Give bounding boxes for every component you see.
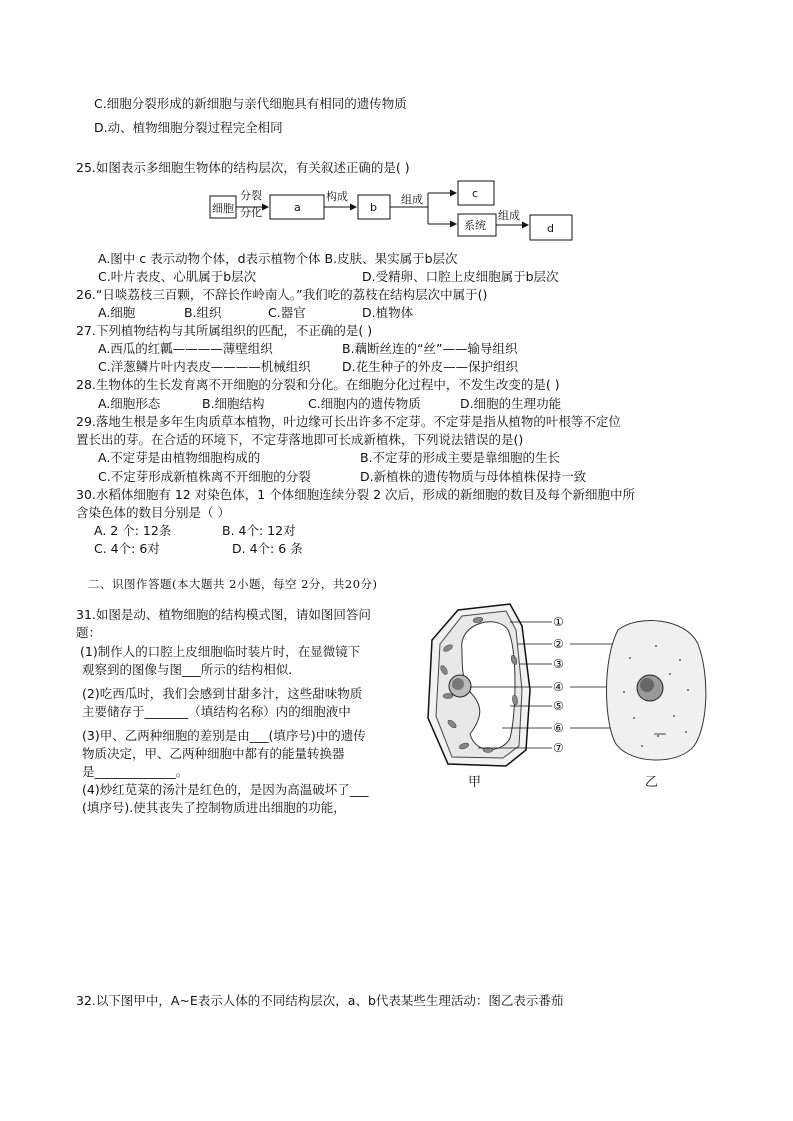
q30-option-a: A. 2 个: 12条 xyxy=(94,523,172,538)
q26-option-b: B.组织 xyxy=(184,305,222,320)
q26-option-a: A.细胞 xyxy=(98,305,136,320)
label-animal: 乙 xyxy=(645,775,659,790)
q27-option-b: B.藕断丝连的“丝”——输导组织 xyxy=(342,341,518,356)
q25-stem: 25.如图表示多细胞生物体的结构层次，有关叙述正确的是( ) xyxy=(76,160,410,175)
q29-option-c: C.不定芽形成新植株离不开细胞的分裂 xyxy=(98,469,311,484)
q27-stem: 27.下列植物结构与其所属组织的匹配，不正确的是( ) xyxy=(76,323,373,338)
q26-option-c: C.器官 xyxy=(268,305,306,320)
structure-level-diagram xyxy=(200,176,590,246)
label-differentiate: 分化 xyxy=(240,206,262,219)
q29-option-d: D.新植株的遗传物质与母体植株保持一致 xyxy=(360,469,587,484)
label-2: ② xyxy=(553,637,564,651)
label-3: ③ xyxy=(553,657,564,671)
label-form1: 构成 xyxy=(326,190,348,203)
q28-stem: 28.生物体的生长发育离不开细胞的分裂和分化。在细胞分化过程中，不发生改变的是( ) xyxy=(76,377,560,392)
q29-option-b: B.不定芽的形成主要是靠细胞的生长 xyxy=(360,450,561,465)
q27-option-c: C.洋葱鳞片叶内表皮————机械组织 xyxy=(98,359,311,374)
circled-labels xyxy=(553,615,564,755)
q25-option-d: D.受精卵、口腔上皮细胞属于b层次 xyxy=(362,269,559,284)
q31-stem-1: 31.如图是动、植物细胞的结构模式图，请如图回答问 xyxy=(76,607,371,622)
label-plant: 甲 xyxy=(468,775,482,790)
q27-option-a: A.西瓜的红瓤————薄壁组织 xyxy=(98,341,273,356)
q28-option-c: C.细胞内的遗传物质 xyxy=(308,396,421,411)
label-cell: 细胞 xyxy=(212,202,234,215)
q31-sub4-line2: (填序号).使其丧失了控制物质进出细胞的功能， xyxy=(82,800,346,815)
cell-diagram xyxy=(418,600,708,795)
label-1: ① xyxy=(553,615,564,629)
q31-sub4-line1: (4)炒红苋菜的汤汁是红色的，是因为高温破坏了___ xyxy=(82,782,369,797)
label-form3: 组成 xyxy=(498,209,520,222)
q31-sub1-line2: 观察到的图像与图___所示的结构相似. xyxy=(82,662,293,677)
label-b: b xyxy=(370,201,377,214)
q31-sub2-line2: 主要储存于_______（填结构名称）内的细胞液中 xyxy=(82,704,351,719)
q28-option-d: D.细胞的生理功能 xyxy=(460,396,562,411)
label-system: 系统 xyxy=(464,219,486,232)
label-6: ⑥ xyxy=(553,721,564,735)
q27-option-d: D.花生种子的外皮——保护组织 xyxy=(342,359,519,374)
label-7: ⑦ xyxy=(553,741,564,755)
q28-option-a: A.细胞形态 xyxy=(98,396,161,411)
label-5: ⑤ xyxy=(553,699,564,713)
section-heading: 二、识图作答题(本大题共 2小题，每空 2分，共20分) xyxy=(88,577,378,591)
q28-option-b: B.细胞结构 xyxy=(202,396,265,411)
q30-stem-1: 30.水稻体细胞有 12 对染色体，1 个体细胞连续分裂 2 次后，形成的新细胞的数目及每个新细胞中所 xyxy=(76,487,636,502)
q31-stem-2: 题： xyxy=(76,625,102,640)
q31-sub2-line1: (2)吃西瓜时，我们会感到甘甜多汁，这些甜味物质 xyxy=(82,686,363,701)
q30-option-b: B. 4个: 12对 xyxy=(222,523,296,538)
q25-option-c: C.叶片表皮、心肌属于b层次 xyxy=(98,269,257,284)
q29-stem-2: 置长出的芽。在合适的环境下，不定芽落地即可长成新植株，下列说法错误的是() xyxy=(76,432,524,447)
label-split: 分裂 xyxy=(240,189,262,202)
q26-option-d: D.植物体 xyxy=(362,305,414,320)
q31-sub3-line3: 是_____________。 xyxy=(82,764,189,779)
q32-stem: 32.以下图甲中，A~E表示人体的不同结构层次，a、b代表某些生理活动：图乙表示番茄 xyxy=(76,993,564,1008)
q26-stem: 26.“日啖荔枝三百颗，不辞长作岭南人。”我们吃的荔枝在结构层次中属于() xyxy=(76,287,488,302)
q29-stem-1: 29.落地生根是多年生肉质草本植物，叶边缘可长出许多不定芽。不定芽是指从植物的叶根等不定位 xyxy=(76,414,621,429)
label-d: d xyxy=(547,222,554,235)
q31-sub3-line2: 物质决定，甲、乙两种细胞中都有的能量转换器 xyxy=(82,746,345,761)
q24-option-c: C.细胞分裂形成的新细胞与亲代细胞具有相同的遗传物质 xyxy=(94,96,407,111)
q29-option-a: A.不定芽是由植物细胞构成的 xyxy=(98,450,261,465)
q25-option-ab: A.图中 c 表示动物个体，d表示植物个体 B.皮肤、果实属于b层次 xyxy=(98,251,458,266)
label-4: ④ xyxy=(553,680,564,694)
q24-option-d: D.动、植物细胞分裂过程完全相同 xyxy=(94,120,283,135)
label-a: a xyxy=(294,201,301,214)
label-form2: 组成 xyxy=(401,193,423,206)
q30-option-d: D. 4个: 6 条 xyxy=(232,541,303,556)
q31-sub3-line1: (3)甲、乙两种细胞的差别是由___(填序号)中的遗传 xyxy=(82,728,366,743)
label-c: c xyxy=(472,187,479,200)
q31-sub1-line1: (1)制作人的口腔上皮细胞临时装片时，在显微镜下 xyxy=(80,644,361,659)
q30-stem-2: 含染色体的数目分别是（ ） xyxy=(76,505,230,520)
q30-option-c: C. 4个: 6对 xyxy=(94,541,160,556)
